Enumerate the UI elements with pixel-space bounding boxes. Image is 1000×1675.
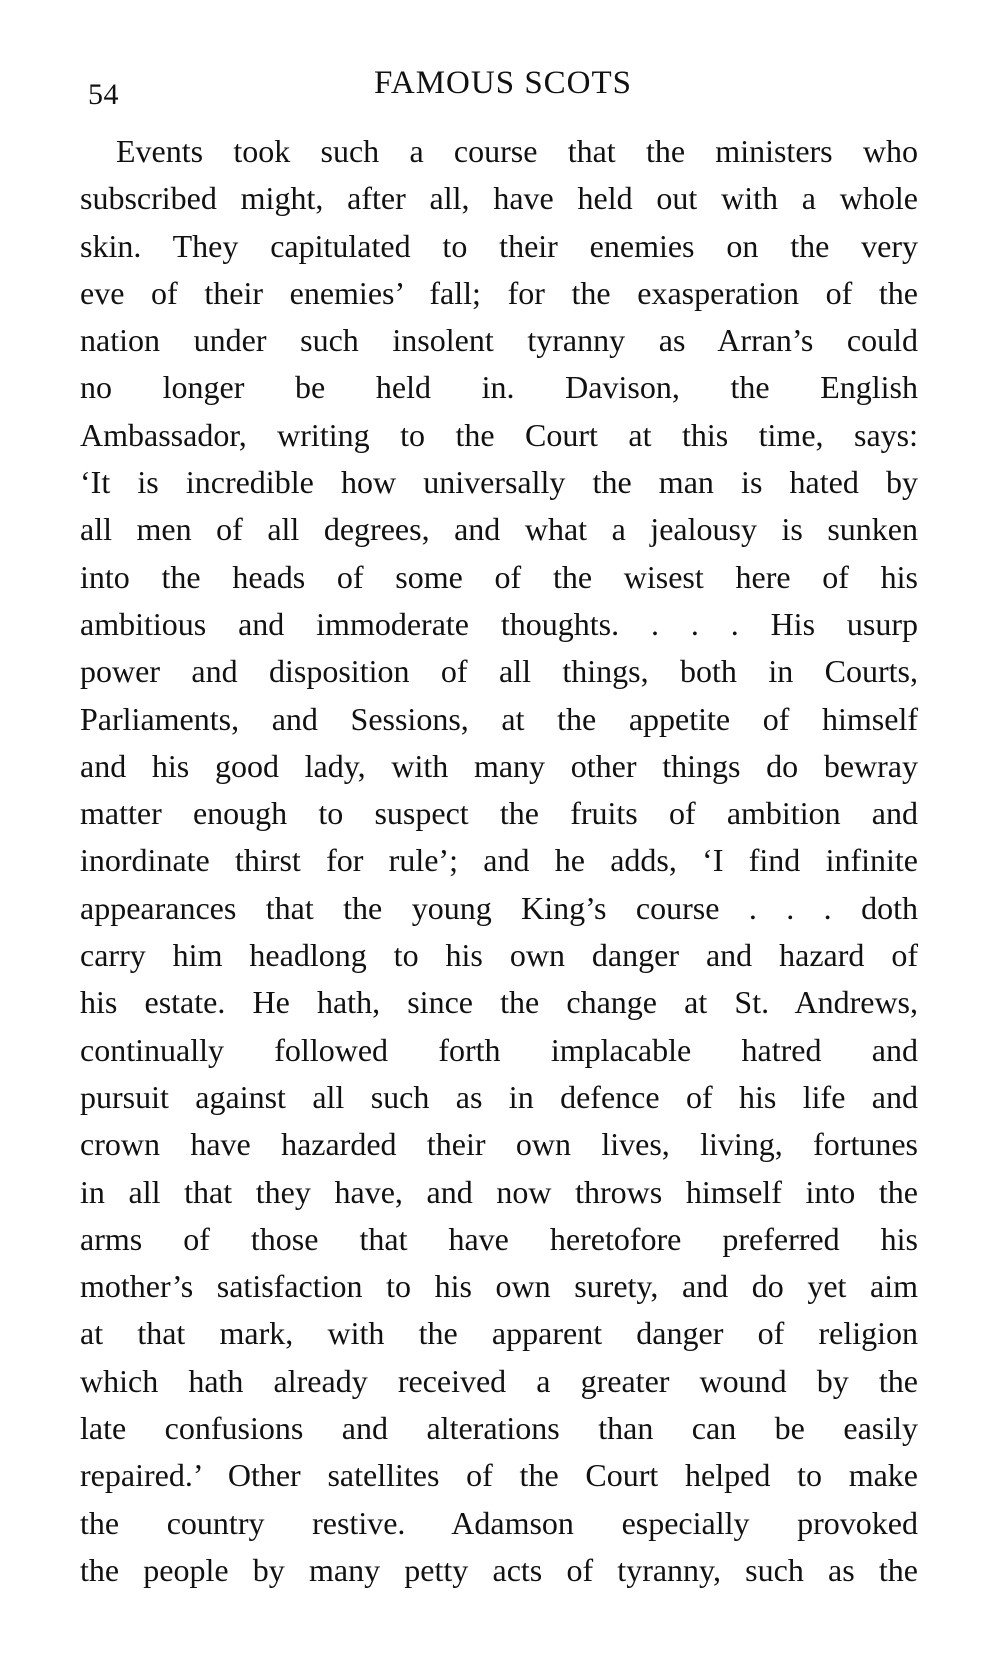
- text-line: subscribed might, after all, have held out with a whole: [80, 180, 918, 217]
- text-line: mother’s satisfaction to his own surety, and do yet aim: [80, 1268, 918, 1305]
- text-line: matter enough to suspect the fruits of ambition and: [80, 795, 918, 832]
- text-line: late confusions and alterations than can be easily: [80, 1410, 918, 1447]
- text-line: in all that they have, and now throws himself into the: [80, 1173, 918, 1210]
- text-line: nation under such insolent tyranny as Arran’s could: [80, 322, 918, 359]
- text-line: power and disposition of all things, both in Courts,: [80, 653, 918, 690]
- text-line: eve of their enemies’ fall; for the exasperation of the: [80, 274, 918, 311]
- text-line: carry him headlong to his own danger and hazard of: [80, 937, 918, 974]
- text-line: into the heads of some of the wisest here of his: [80, 558, 918, 595]
- text-line: inordinate thirst for rule’; and he adds, ‘I find infinite: [80, 842, 918, 879]
- text-line: ambitious and immoderate thoughts. . . . His usurp: [80, 605, 918, 642]
- text-line: ‘It is incredible how universally the man is hated by: [80, 464, 918, 501]
- text-line: crown have hazarded their own lives, living, fortunes: [80, 1126, 918, 1163]
- text-line: all men of all degrees, and what a jealousy is sunken: [80, 511, 918, 548]
- page-header: [88, 58, 918, 111]
- page-number: 54: [88, 78, 119, 111]
- text-line: at that mark, with the apparent danger of religion: [80, 1315, 918, 1352]
- text-line: the people by many petty acts of tyranny, such as the: [80, 1551, 918, 1588]
- text-line: Events took such a course that the ministers who: [116, 133, 918, 169]
- text-line: Parliaments, and Sessions, at the appetite of himself: [80, 700, 918, 737]
- text-line: repaired.’ Other satellites of the Court helped to make: [80, 1457, 918, 1494]
- text-line: Ambassador, writing to the Court at this time, says:: [80, 416, 918, 453]
- text-line: and his good lady, with many other things do bewray: [80, 747, 918, 784]
- text-line: appearances that the young King’s course . . . doth: [80, 889, 918, 926]
- text-line: the country restive. Adamson especially provoked: [80, 1504, 918, 1541]
- text-line: arms of those that have heretofore preferred his: [80, 1220, 918, 1257]
- text-line: pursuit against all such as in defence of his life and: [80, 1078, 918, 1115]
- text-line: no longer be held in. Davison, the English: [80, 369, 918, 406]
- text-line: continually followed forth implacable hatred and: [80, 1031, 918, 1068]
- text-line: his estate. He hath, since the change at St. Andrews,: [80, 984, 918, 1021]
- text-line: skin. They capitulated to their enemies on the very: [80, 227, 918, 264]
- text-line: which hath already received a greater wound by the: [80, 1362, 918, 1399]
- running-title: FAMOUS SCOTS: [373, 65, 633, 101]
- body-text: [80, 128, 918, 1594]
